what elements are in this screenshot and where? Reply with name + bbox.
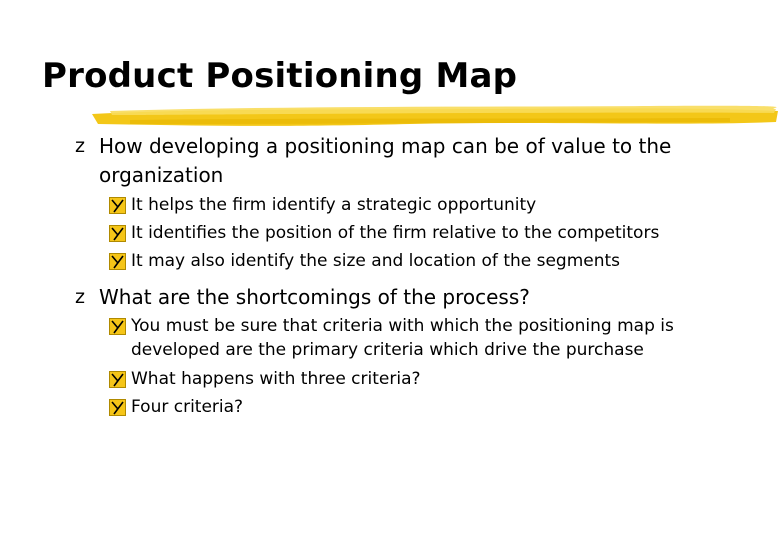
sub-bullet-item — [109, 367, 729, 391]
sub-bullet-text: You must be sure that criteria with which the positioning map is developed are the primary criteria which drive the purchase — [131, 316, 674, 360]
sub-bullet-item — [109, 193, 729, 217]
z-bullet-icon: z — [75, 135, 85, 157]
sub-bullet-item — [109, 221, 729, 245]
sub-bullet-text: Four criteria? — [131, 397, 244, 417]
sub-bullet-item — [109, 249, 729, 273]
y-box-bullet-icon — [109, 253, 126, 270]
y-box-bullet-icon — [109, 225, 126, 242]
bullet-text: How developing a positioning map can be of value to the organization — [99, 134, 672, 187]
slide-title: Product Positioning Map — [42, 56, 518, 96]
y-box-bullet-icon — [109, 197, 126, 214]
z-bullet-icon: z — [75, 286, 85, 308]
y-box-bullet-icon — [109, 371, 126, 388]
y-box-bullet-icon — [109, 318, 126, 335]
sub-bullet-item — [109, 395, 729, 419]
bullet-item — [75, 283, 735, 312]
y-box-bullet-icon — [109, 399, 126, 416]
sub-bullet-text: It helps the firm identify a strategic opportunity — [131, 195, 537, 215]
bullet-text: What are the shortcomings of the process? — [99, 285, 530, 309]
sub-bullet-text: It may also identify the size and location of the segments — [131, 251, 621, 271]
title-underline-brush-stroke — [90, 100, 780, 134]
sub-bullet-text: What happens with three criteria? — [131, 369, 421, 389]
bullet-item — [75, 132, 735, 190]
sub-bullet-text: It identifies the position of the firm relative to the competitors — [131, 223, 660, 243]
sub-bullet-item — [109, 314, 729, 362]
